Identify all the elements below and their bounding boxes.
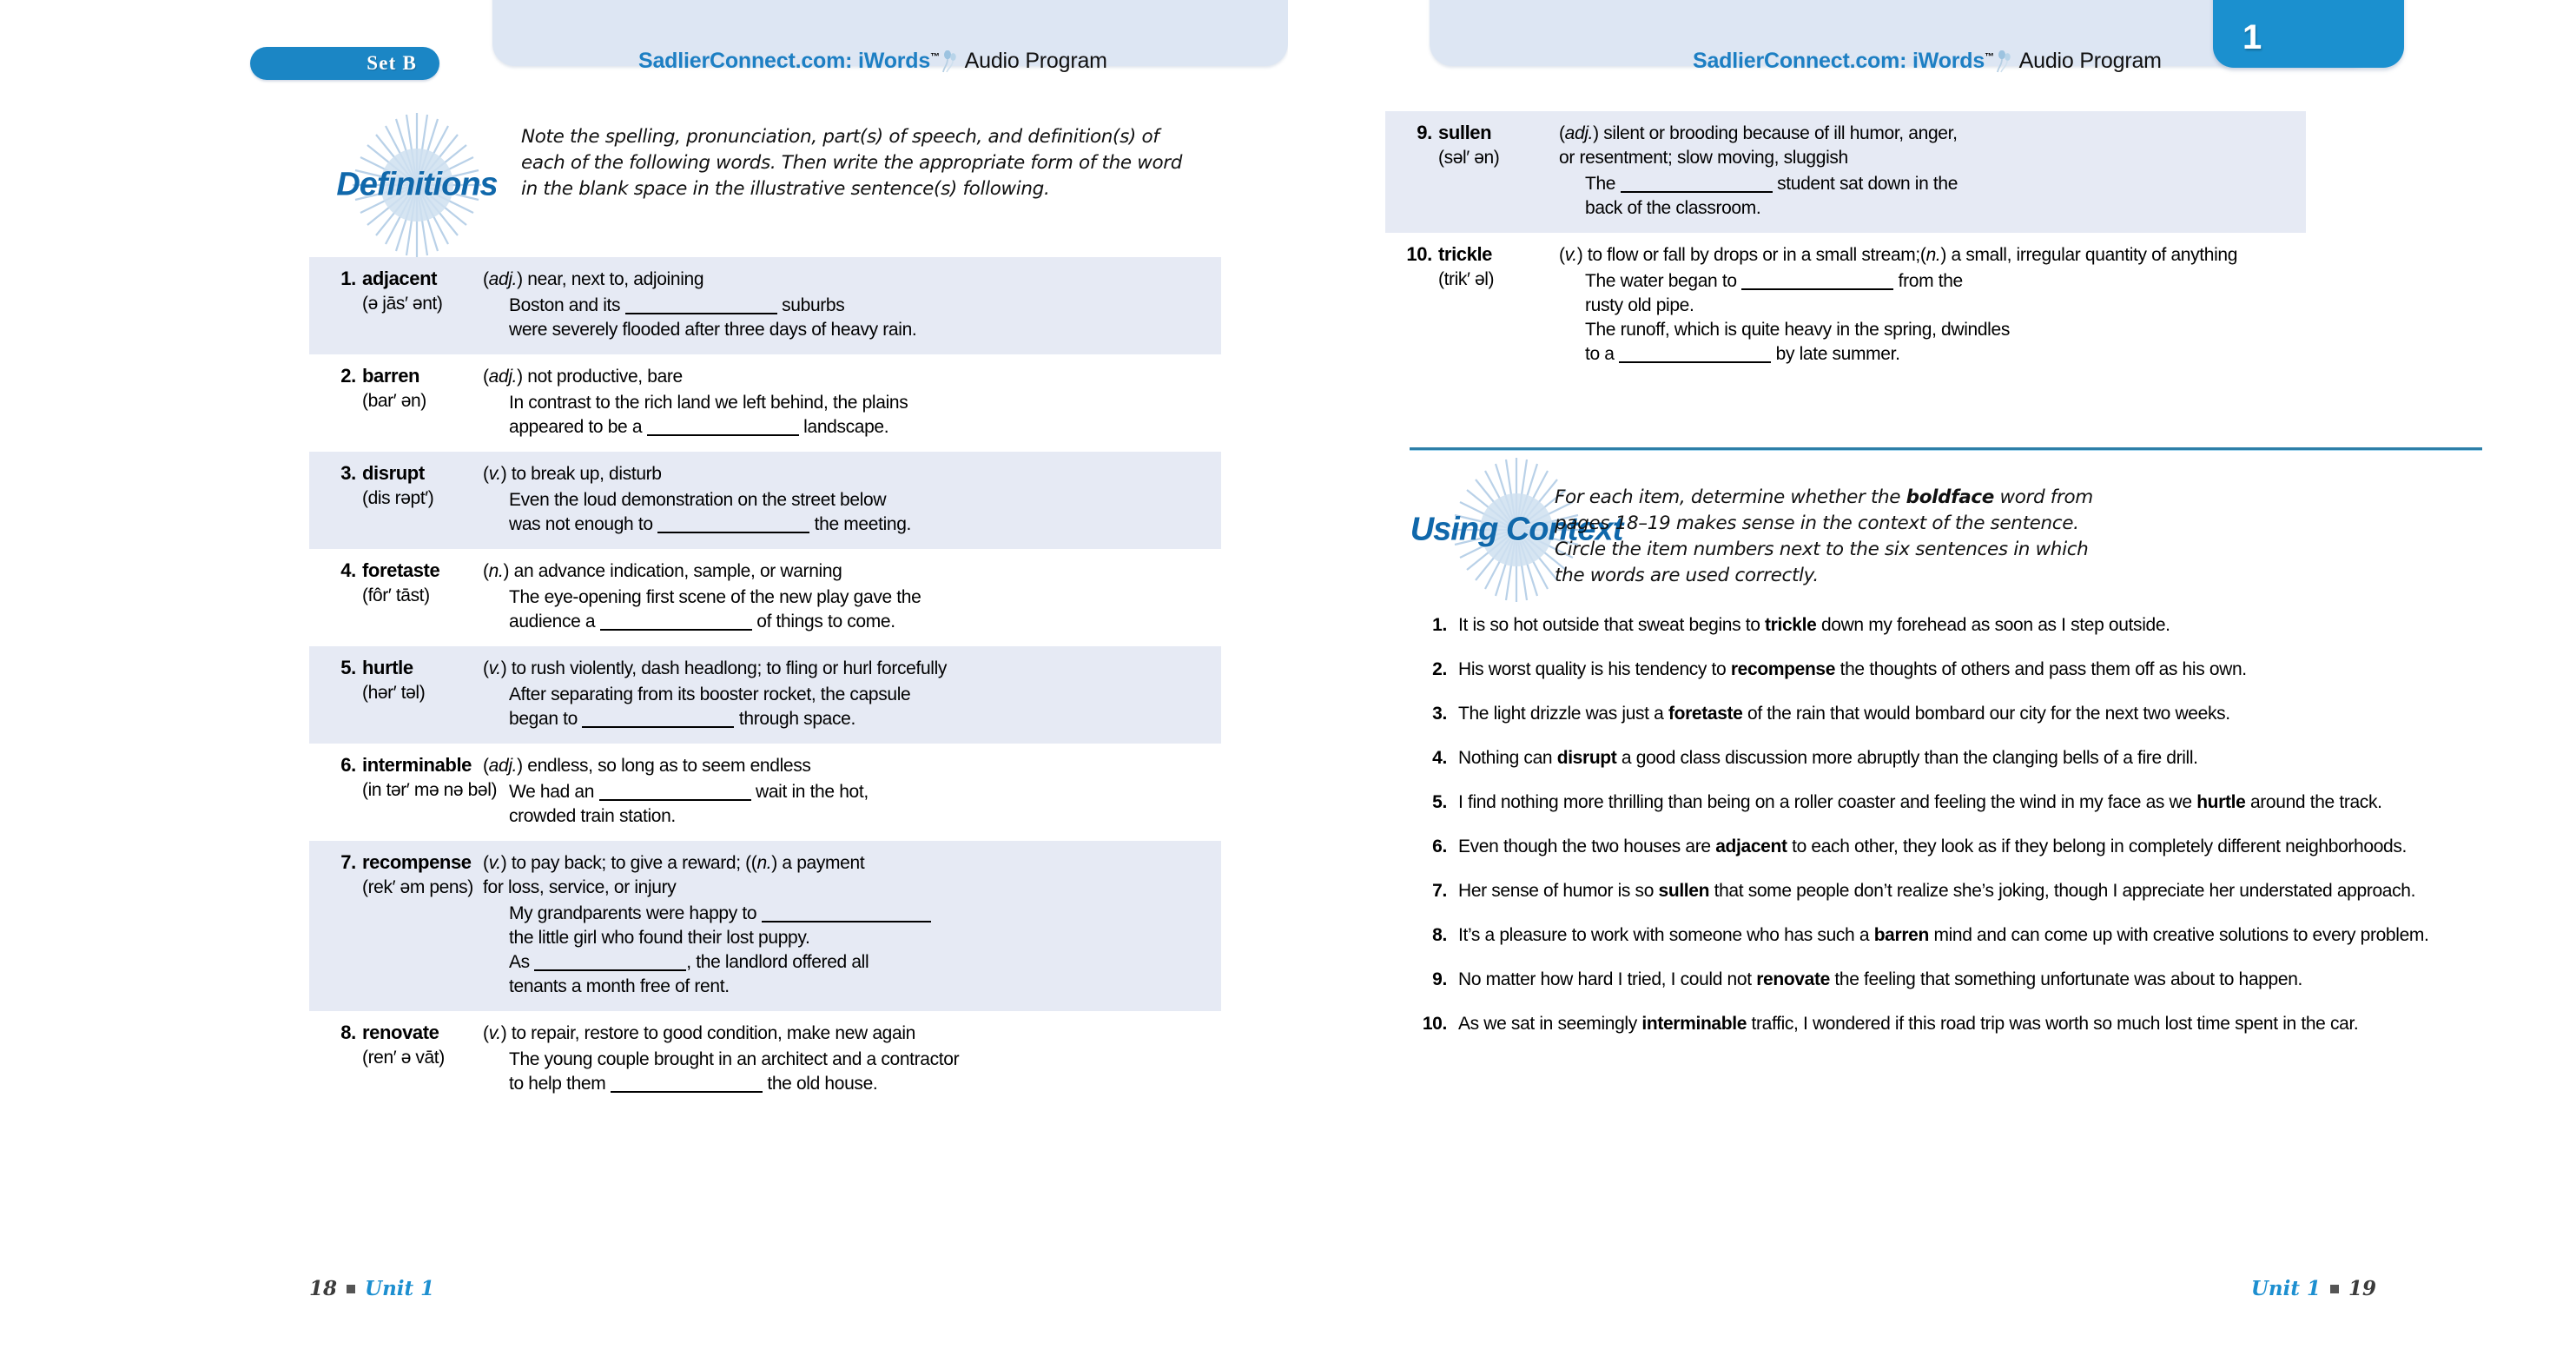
answer-blank[interactable]: [582, 726, 734, 728]
context-item-text: Even though the two houses are adjacent to each other, they look as if they belong in completely different neighborhoods.: [1458, 837, 2408, 856]
definition-number: 1.: [340, 268, 356, 289]
example-sentence: We had an wait in the hot,: [509, 782, 869, 802]
definition-number: 9.: [1417, 122, 1432, 143]
context-item-number[interactable]: 3.: [1432, 704, 1447, 724]
definition-word-column: [309, 657, 483, 731]
context-item[interactable]: [1418, 790, 2443, 815]
definition-number: 10.: [1406, 243, 1432, 265]
definition-pronunciation: (bar′ ən): [362, 391, 426, 411]
sadlier-connect-url-left: SadlierConnect.com:: [638, 49, 853, 73]
context-vocabulary-word: hurtle: [2196, 792, 2246, 812]
context-vocabulary-word: adjacent: [1715, 837, 1787, 856]
definition-text-column: [483, 754, 1221, 829]
context-item[interactable]: [1418, 968, 2443, 992]
definition-word: barren: [362, 365, 420, 387]
answer-blank[interactable]: [534, 969, 686, 971]
answer-blank[interactable]: [657, 532, 809, 533]
definitions-section-logo: [287, 111, 547, 259]
example-sentence-line: rusty old pipe.: [1585, 295, 1694, 315]
sadlier-connect-logo-left[interactable]: SadlierConnect.com: iWords™ Audio Program: [638, 49, 1107, 73]
context-vocabulary-word: renovate: [1756, 969, 1830, 989]
answer-blank[interactable]: [647, 434, 799, 436]
definition-text-column: [483, 268, 1221, 342]
using-context-item-list: [1418, 613, 2443, 1056]
context-item-text: Nothing can disrupt a good class discussion more abruptly than the clanging bells of a fire drill.: [1458, 748, 2198, 768]
example-sentence-line: back of the classroom.: [1585, 198, 1761, 218]
footer-square-icon-right: [2330, 1285, 2339, 1293]
definition-word: interminable: [362, 754, 472, 776]
definition-word-column: [1385, 243, 1559, 367]
definition-pronunciation: (dis rəpt′): [362, 488, 434, 508]
context-item[interactable]: [1418, 658, 2443, 682]
context-item-text: It is so hot outside that sweat begins to trickle down my forehead as soon as I step outside.: [1458, 615, 2170, 635]
example-sentence: The student sat down in the: [1585, 174, 1958, 194]
unit-number-tab: [2213, 0, 2404, 68]
footer-page-number-right: 19: [2348, 1277, 2376, 1300]
definition-text-column: [483, 851, 1221, 999]
context-item-number[interactable]: 7.: [1432, 881, 1447, 901]
answer-blank[interactable]: [611, 1091, 763, 1093]
definitions-list-left: [309, 257, 1221, 1108]
boldface-keyword: boldface: [1906, 486, 1994, 508]
section-divider: [1410, 447, 2482, 450]
definition-gloss: (adj.) not productive, bare: [483, 367, 683, 387]
answer-blank[interactable]: [600, 629, 752, 631]
definitions-list-right: [1385, 111, 2306, 379]
context-item-text: The light drizzle was just a foretaste of the rain that would bombard our city for the next two weeks.: [1458, 704, 2230, 724]
context-item[interactable]: [1418, 835, 2443, 859]
context-item[interactable]: [1418, 746, 2443, 770]
footer-unit-left: Unit 1: [365, 1277, 435, 1300]
example-sentence-line: began to through space.: [509, 709, 855, 729]
context-vocabulary-word: recompense: [1730, 659, 1836, 679]
definition-pronunciation: (in tər′ mə nə bəl): [362, 780, 498, 800]
definition-entry: [309, 1011, 1221, 1108]
definition-word-column: [309, 462, 483, 537]
definition-number: 8.: [340, 1022, 356, 1043]
definition-word-column: [309, 559, 483, 634]
example-sentence-line: was not enough to the meeting.: [509, 514, 912, 534]
definition-word: hurtle: [362, 657, 413, 678]
answer-blank[interactable]: [599, 799, 751, 801]
example-sentence-line: appeared to be a landscape.: [509, 417, 889, 437]
definition-gloss-continued: for loss, service, or injury: [483, 877, 677, 897]
microphone-icon: [940, 50, 959, 73]
context-vocabulary-word: interminable: [1641, 1014, 1747, 1034]
definition-word: foretaste: [362, 559, 440, 581]
definition-entry: [309, 841, 1221, 1011]
definition-pronunciation: (trik′ əl): [1438, 269, 1495, 289]
sadlier-connect-url-right: SadlierConnect.com:: [1693, 49, 1907, 73]
definition-gloss: (v.) to pay back; to give a reward; ((n.) a payment: [483, 853, 865, 873]
definition-gloss: (v.) to repair, restore to good condition, make new again: [483, 1023, 915, 1043]
context-item-number[interactable]: 10.: [1422, 1014, 1447, 1034]
definition-text-column: [483, 559, 1221, 634]
definition-gloss: (adj.) endless, so long as to seem endless: [483, 756, 811, 776]
definition-word-column: [309, 851, 483, 999]
sadlier-connect-logo-right[interactable]: SadlierConnect.com: iWords™ Audio Program: [1693, 49, 2162, 73]
context-item-text: I find nothing more thrilling than being on a roller coaster and feeling the wind in my face as we hurtle around the track.: [1458, 792, 2382, 812]
context-item[interactable]: [1418, 879, 2443, 903]
context-item[interactable]: [1418, 1012, 2443, 1036]
context-vocabulary-word: trickle: [1765, 615, 1817, 635]
right-page: [1288, 0, 2576, 1349]
footer-unit-right: Unit 1: [2250, 1277, 2321, 1300]
definition-pronunciation: (hər′ təl): [362, 683, 426, 703]
definition-word-column: [1385, 122, 1559, 221]
iwords-brand-right: iWords: [1912, 49, 1985, 73]
definition-gloss: (v.) to break up, disturb: [483, 464, 662, 484]
set-badge: [250, 47, 439, 80]
definition-word: sullen: [1438, 122, 1492, 143]
definition-word-column: [309, 268, 483, 342]
footer-square-icon-left: [347, 1285, 355, 1293]
context-item-number[interactable]: 2.: [1432, 659, 1447, 679]
using-context-directions: For each item, determine whether the boldface word from pages 18–19 makes sense in the context of the sentence. Circle the item numbers next to the six sentences in which the words are used correctly.: [1555, 486, 2093, 586]
context-item[interactable]: [1418, 702, 2443, 726]
definitions-label: Definitions: [336, 166, 498, 203]
definition-gloss: (adj.) near, next to, adjoining: [483, 269, 704, 289]
footer-left: [309, 1277, 434, 1300]
audio-program-label-right: Audio Program: [2018, 49, 2162, 73]
footer-right: [2251, 1277, 2376, 1300]
context-item[interactable]: [1418, 923, 2443, 948]
definition-text-column: [483, 462, 1221, 537]
example-sentence: The water began to from the: [1585, 271, 1963, 291]
definition-text-column: [483, 657, 1221, 731]
definition-word: trickle: [1438, 243, 1493, 265]
definition-entry: [309, 549, 1221, 646]
context-item-number[interactable]: 6.: [1432, 837, 1447, 856]
example-sentence: As , the landlord offered all: [509, 952, 869, 972]
definition-text-column: [1559, 122, 2306, 221]
microphone-icon: [1994, 50, 2013, 73]
footer-page-number-left: 18: [309, 1277, 338, 1300]
example-sentence: Even the loud demonstration on the street below: [509, 490, 887, 510]
example-sentence: In contrast to the rich land we left behind, the plains: [509, 393, 908, 413]
definition-entry: [1385, 111, 2306, 233]
example-sentence-line: to a by late summer.: [1585, 344, 1900, 364]
example-sentence: My grandparents were happy to: [509, 902, 1221, 926]
iwords-brand-left: iWords: [858, 49, 931, 73]
definition-gloss: (n.) an advance indication, sample, or warning: [483, 561, 842, 581]
definition-number: 2.: [340, 365, 356, 387]
definition-entry: [309, 354, 1221, 452]
definition-entry: [309, 452, 1221, 549]
definition-pronunciation: (səl′ ən): [1438, 148, 1500, 168]
example-sentence-line: were severely flooded after three days of heavy rain.: [509, 320, 917, 340]
example-sentence: After separating from its booster rocket, the capsule: [509, 684, 911, 704]
context-vocabulary-word: disrupt: [1556, 748, 1617, 768]
answer-blank[interactable]: [1621, 191, 1773, 193]
definition-gloss-continued: or resentment; slow moving, sluggish: [1559, 148, 1848, 168]
definition-gloss: (v.) to flow or fall by drops or in a small stream;(n.) a small, irregular quantity of anything: [1559, 245, 2238, 265]
definition-text-column: [483, 1022, 1221, 1096]
definition-number: 4.: [340, 559, 356, 581]
answer-blank[interactable]: [625, 313, 777, 314]
definition-number: 5.: [340, 657, 356, 678]
answer-blank[interactable]: [1619, 361, 1771, 363]
definition-word-column: [309, 1022, 483, 1096]
definition-number: 3.: [340, 462, 356, 484]
definition-pronunciation: (rek′ əm pens): [362, 877, 473, 897]
example-sentence: The eye-opening first scene of the new play gave the: [509, 587, 921, 607]
set-badge-label: Set B: [367, 52, 417, 74]
definition-entry: [309, 646, 1221, 744]
answer-blank[interactable]: [1741, 288, 1893, 290]
example-sentence-line: crowded train station.: [509, 806, 676, 826]
context-item-text: His worst quality is his tendency to recompense the thoughts of others and pass them off as his own.: [1458, 659, 2247, 679]
definition-word: recompense: [362, 851, 472, 873]
context-item-number[interactable]: 4.: [1432, 748, 1447, 768]
definition-gloss: (v.) to rush violently, dash headlong; to fling or hurl forcefully: [483, 658, 948, 678]
context-item-text: It’s a pleasure to work with someone who has such a barren mind and can come up with creative solutions to every problem.: [1458, 925, 2429, 945]
example-sentence: The runoff, which is quite heavy in the spring, dwindles: [1585, 320, 2010, 340]
definition-entry: [309, 744, 1221, 841]
unit-number-tab-label: 1: [2242, 18, 2262, 56]
definition-pronunciation: (fôr′ tāst): [362, 585, 430, 605]
definition-number: 7.: [340, 851, 356, 873]
example-sentence: The young couple brought in an architect and a contractor: [509, 1049, 960, 1069]
definition-word-column: [309, 754, 498, 829]
definition-entry: [309, 257, 1221, 354]
definitions-directions: Note the spelling, pronunciation, part(s) of speech, and definition(s) of each of the following words. Then write the appropriate form of the word in the blank space in the illustrative sentence(s) following.: [521, 126, 1183, 200]
context-item-number[interactable]: 9.: [1432, 969, 1447, 989]
definition-gloss: (adj.) silent or brooding because of ill humor, anger,: [1559, 123, 1958, 143]
context-vocabulary-word: sullen: [1658, 881, 1710, 901]
context-item-number[interactable]: 5.: [1432, 792, 1447, 812]
definition-pronunciation: (ren′ ə vāt): [362, 1048, 445, 1068]
audio-program-label-left: Audio Program: [964, 49, 1107, 73]
definition-pronunciation: (ə jās′ ənt): [362, 294, 443, 314]
definition-entry: [1385, 233, 2306, 379]
context-item-text: No matter how hard I tried, I could not renovate the feeling that something unfortunate was about to happen.: [1458, 969, 2303, 989]
example-sentence-line: to help them the old house.: [509, 1074, 878, 1094]
definition-number: 6.: [340, 754, 356, 776]
using-context-label: Using Context: [1410, 511, 1623, 548]
example-sentence-line: tenants a month free of rent.: [509, 976, 730, 996]
context-item-number[interactable]: 1.: [1432, 615, 1447, 635]
example-sentence-line: the little girl who found their lost puppy.: [509, 928, 810, 948]
context-vocabulary-word: barren: [1873, 925, 1929, 945]
answer-blank[interactable]: [762, 921, 931, 922]
context-item-text: Her sense of humor is so sullen that some people don’t realize she’s joking, though I appreciate her understated approach.: [1458, 881, 2416, 901]
definition-word: renovate: [362, 1022, 439, 1043]
example-sentence-line: audience a of things to come.: [509, 612, 895, 632]
definition-word-column: [309, 365, 483, 440]
definition-text-column: [483, 365, 1221, 440]
example-sentence: Boston and its suburbs: [509, 295, 845, 315]
definition-word: disrupt: [362, 462, 425, 484]
context-item-text: As we sat in seemingly interminable traffic, I wondered if this road trip was worth so much lost time spent in the car.: [1458, 1014, 2359, 1034]
definition-text-column: [1559, 243, 2306, 367]
context-item[interactable]: [1418, 613, 2443, 638]
definition-word: adjacent: [362, 268, 438, 289]
context-vocabulary-word: foretaste: [1668, 704, 1743, 724]
context-item-number[interactable]: 8.: [1432, 925, 1447, 945]
